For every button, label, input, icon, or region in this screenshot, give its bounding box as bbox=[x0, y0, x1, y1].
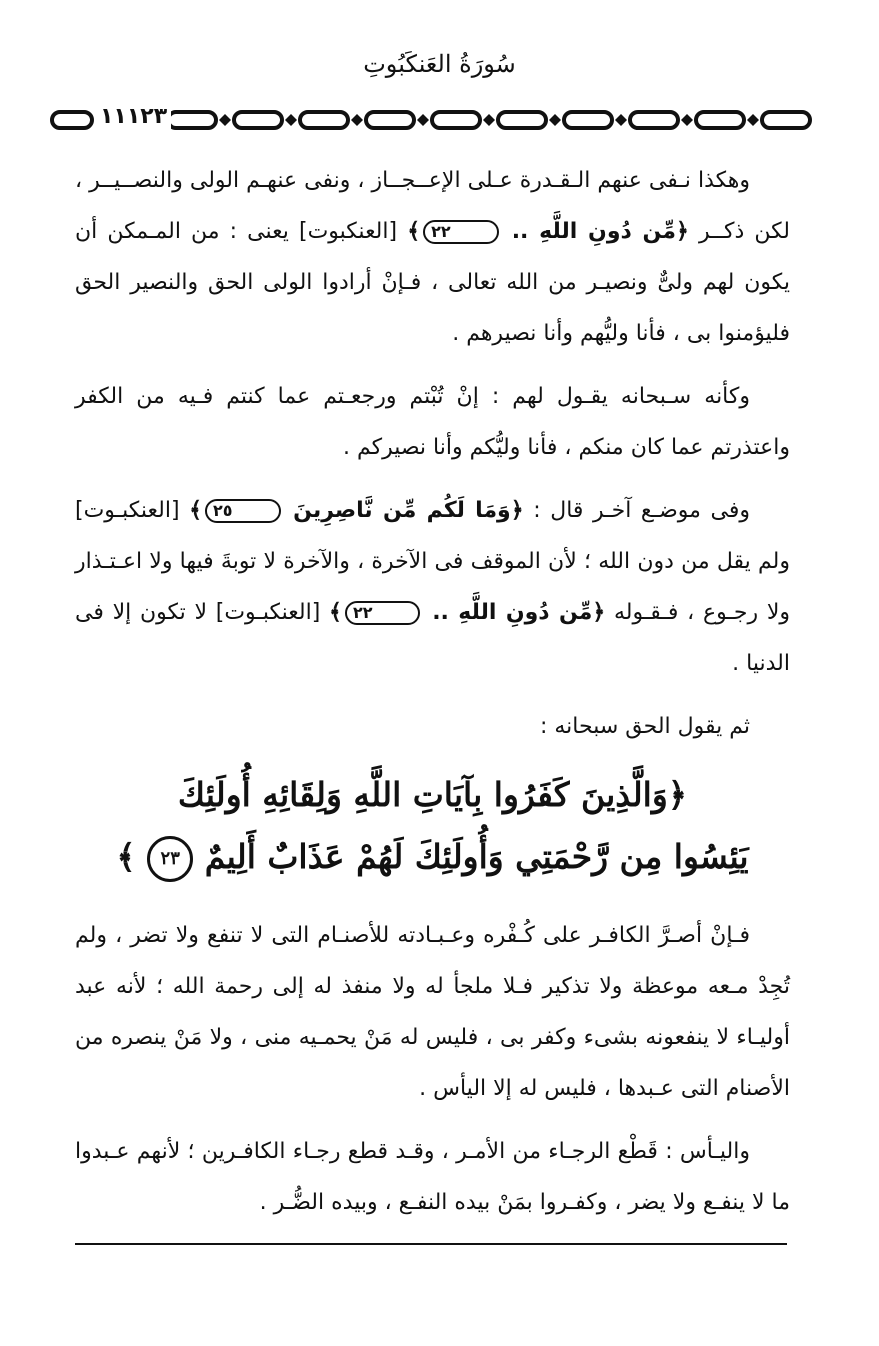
quran-quote: ﴿مِّن دُونِ اللَّهِ .. bbox=[511, 219, 689, 244]
paragraph-3-text-b: ولم يقل من دون الله ؛ لأن الموقف فى الآخرة ، والآخرة لا توبةَ فيها ولا اعـتـذار ولا رجـوع ، فـقـوله bbox=[75, 549, 791, 625]
verse-close-bracket: ﴾ bbox=[116, 837, 136, 876]
surah-reference: [العنكبوت] bbox=[298, 219, 398, 244]
paragraph-3-text-a: وفى موضـع آخـر قال : bbox=[533, 498, 750, 523]
surah-title: سُورَةُ العَنكَبُوتِ bbox=[363, 50, 516, 78]
paragraph-1-text-b: يعنى : من المـمكن أن يكون لهم ولىٌّ ونصيـر من الله تعالى ، فـإنْ أرادوا الولى الحق والنصير الحق فليؤمنوا بى ، فأنا وليُّهم وأنا نصيرهم . bbox=[75, 219, 790, 346]
paragraph-6: واليـأس : قَطْع الرجـاء من الأمـر ، وقـد قطع رجـاء الكافـرين ؛ لأنهم عـبدوا ما لا ينفـع ولا يضر ، وكفـروا بمَنْ بيده النفـع ، وبيده الضُّـر . bbox=[75, 1139, 790, 1215]
verse-line-2 bbox=[75, 826, 790, 888]
surah-reference: [العنكبـوت] bbox=[75, 498, 180, 523]
paragraph-3: وفى موضـع آخـر قال : ﴿وَمَا لَكُم مِّن نَّاصِرِينَ ٢٥﴾ [العنكبـوت] ولم يقل من دون الله ؛ لأن الموقف فى الآخرة ، والآخرة لا توبةَ فيها ولا اعـتـذار ولا رجـوع ، فـقـوله ﴿مِّن دُونِ اللَّهِ .. ٢٢﴾ [العنكبـوت] لا تكون إلا فى الدنيا . bbox=[75, 498, 791, 676]
ayah-number-badge: ٢٣ bbox=[147, 836, 193, 882]
surah-reference: [العنكبـوت] bbox=[215, 600, 321, 625]
paragraph-2: وكأنه سـبحانه يقـول لهم : إنْ تُبْتم ورجعـتم عما كنتم فـيه من الكفر واعتذرتم عما كان منكم ، فأنا وليُّكم وأنا نصيركم . bbox=[75, 384, 790, 460]
page-number: ١١١٢٣ bbox=[96, 104, 171, 129]
quran-verse-block bbox=[75, 764, 790, 888]
quran-quote: ﴿وَمَا لَكُم مِّن نَّاصِرِينَ bbox=[293, 498, 524, 523]
paragraph-5: فـإنْ أصـرَّ الكافـر على كُـفْره وعـبـادته للأصنـام التى لا تنفع ولا تضر ، ولم تُجِدْ مـعه موعظة ولا تذكير فـلا ملجأ له ولا منفذ له إلى رحمة الله ؛ لأنه عبد أوليـاء لا ينفعونه بشىء وكفر بى ، فليس له مَنْ يحمـيه منى ، ولا مَنْ ينصره من الأصنام التى عـبدها ، فليس له إلا اليأس . bbox=[75, 923, 790, 1101]
ayah-number-badge: ٢٢ bbox=[345, 601, 421, 625]
body-text bbox=[75, 155, 790, 1240]
verse-line-2-text: يَئِسُوا مِن رَّحْمَتِي وَأُولَئِكَ لَهُمْ عَذَابٌ أَلِيمٌ bbox=[204, 837, 749, 876]
ayah-number-badge: ٢٥ bbox=[205, 499, 281, 523]
footer-divider bbox=[75, 1243, 787, 1245]
ayah-number-badge: ٢٢ bbox=[423, 220, 499, 244]
paragraph-1-text-a: وهكذا نـفى عنهم الـقـدرة عـلى الإعــجــاز ، ونفى عنهـم الولى والنصــيــر ، لكن ذكــر bbox=[75, 168, 790, 244]
quran-quote: ﴿مِّن دُونِ اللَّهِ .. bbox=[432, 600, 606, 625]
paragraph-4: ثم يقول الحق سبحانه : bbox=[539, 714, 750, 739]
paragraph-1: وهكذا نـفى عنهم الـقـدرة عـلى الإعــجــاز ، ونفى عنهـم الولى والنصــيــر ، لكن ذكــر ﴿مِّن دُونِ اللَّهِ .. ٢٢﴾ [العنكبوت] يعنى : من المـمكن أن يكون لهم ولىٌّ ونصيـر من الله تعالى ، فـإنْ أرادوا الولى الحق والنصير الحق فليؤمنوا بى ، فأنا وليُّهم وأنا نصيرهم . bbox=[75, 168, 790, 346]
verse-line-1: ﴿وَالَّذِينَ كَفَرُوا بِآيَاتِ اللَّهِ وَلِقَائِهِ أُولَئِكَ bbox=[177, 775, 688, 814]
paragraph-3-text-c: لا تكون إلا فى الدنيا . bbox=[75, 600, 790, 676]
